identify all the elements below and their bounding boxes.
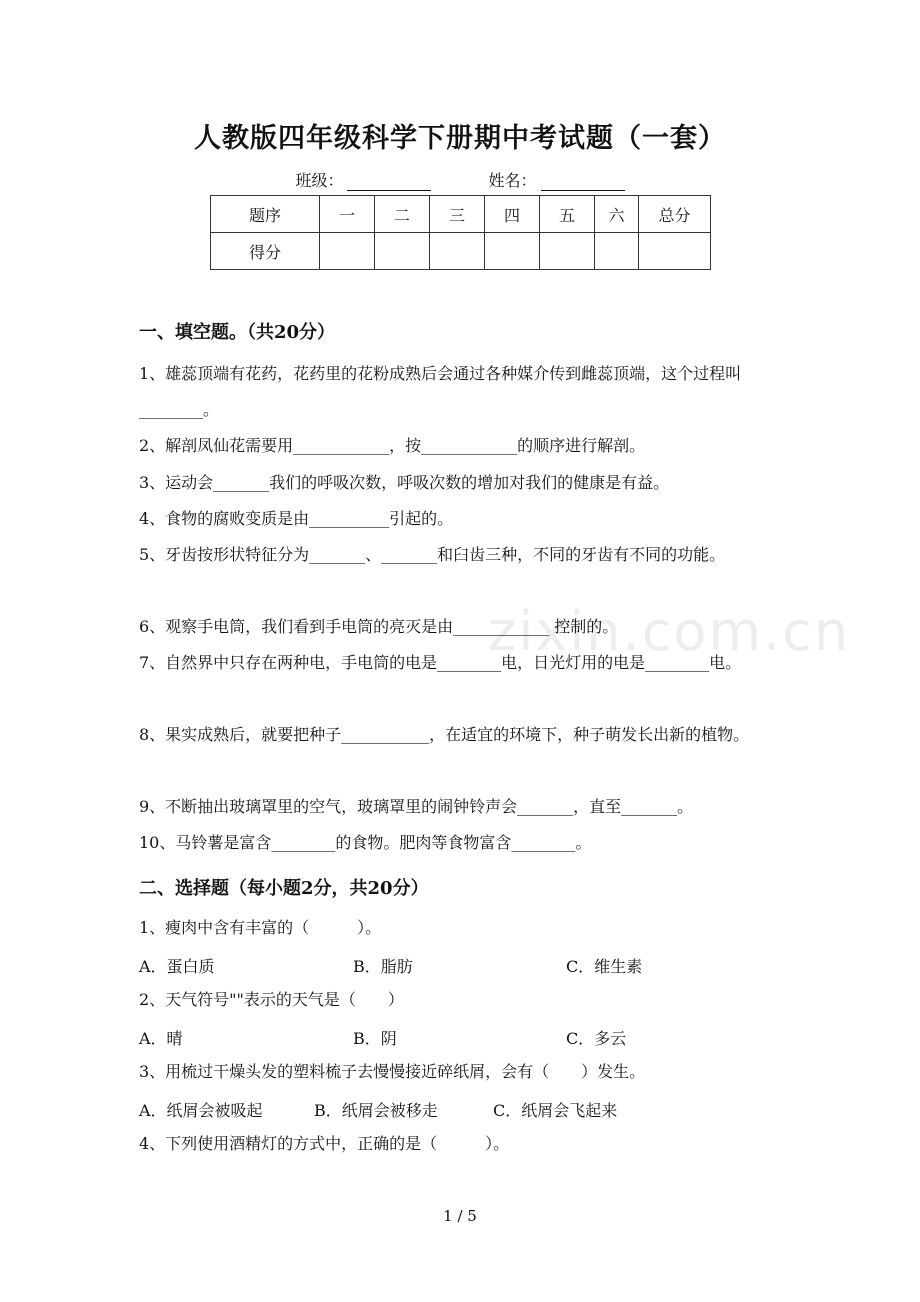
class-blank[interactable] <box>347 174 431 191</box>
fill-question: 7、自然界中只存在两种电，手电筒的电是________电，日光灯用的电是________电。 <box>139 653 742 672</box>
choice-option[interactable]: A．晴 <box>139 1029 183 1048</box>
choice-option[interactable]: C．纸屑会飞起来 <box>493 1101 618 1120</box>
fill-question: 6、观察手电筒，我们看到手电筒的亮灭是由____________ 控制的。 <box>139 617 619 636</box>
choice-question-stem: 3、用梳过干燥头发的塑料梳子去慢慢接近碎纸屑，会有（ ）发生。 <box>139 1062 646 1081</box>
choice-option[interactable]: C．维生素 <box>566 957 643 976</box>
fill-question: 3、运动会_______我们的呼吸次数，呼吸次数的增加对我们的健康是有益。 <box>139 473 670 492</box>
fill-question: 1、雄蕊顶端有花药，花药里的花粉成熟后会通过各种媒介传到雌蕊顶端，这个过程叫________。 <box>139 364 742 419</box>
score-cell[interactable] <box>375 233 430 270</box>
fill-question: 9、不断抽出玻璃罩里的空气，玻璃罩里的闹钟铃声会_______，直至_______。 <box>139 797 694 816</box>
score-cell[interactable] <box>430 233 485 270</box>
choice-option[interactable]: B．阴 <box>353 1029 397 1048</box>
page-title: 人教版四年级科学下册期中考试题（一套） <box>194 123 726 154</box>
name-label: 姓名： <box>488 171 537 190</box>
section2-heading: 二、选择题（每小题2分，共20分） <box>139 878 429 899</box>
score-table-score-row <box>211 233 711 270</box>
score-cell[interactable] <box>485 233 540 270</box>
choice-option[interactable]: B．脂肪 <box>353 957 413 976</box>
score-header-cell: 五 <box>540 196 595 233</box>
choice-option[interactable]: B．纸屑会被移走 <box>314 1101 438 1120</box>
score-row-label: 得分 <box>211 233 320 270</box>
fill-question: 2、解剖凤仙花需要用____________，按____________的顺序进行解剖。 <box>139 436 646 455</box>
score-table-header-row <box>211 196 711 233</box>
score-header-cell: 题序 <box>211 196 320 233</box>
score-header-cell: 总分 <box>639 196 711 233</box>
fill-question: 10、马铃薯是富含________的食物。肥肉等食物富含________。 <box>139 833 592 852</box>
watermark: zixin.com.cn <box>488 600 851 663</box>
score-header-cell: 一 <box>320 196 375 233</box>
score-header-cell: 二 <box>375 196 430 233</box>
choice-option[interactable]: A．蛋白质 <box>139 957 215 976</box>
fill-question: 8、果实成熟后，就要把种子___________，在适宜的环境下，种子萌发长出新的植物。 <box>139 725 750 744</box>
name-blank[interactable] <box>541 174 625 191</box>
class-field <box>295 168 431 191</box>
score-cell[interactable] <box>540 233 595 270</box>
score-cell[interactable] <box>595 233 639 270</box>
score-header-cell: 三 <box>430 196 485 233</box>
fill-question: 4、食物的腐败变质是由__________引起的。 <box>139 509 454 528</box>
fill-question: 5、牙齿按形状特征分为_______、_______和臼齿三种，不同的牙齿有不同的功能。 <box>139 545 726 564</box>
name-field <box>489 168 625 191</box>
choice-question-stem: 4、下列使用酒精灯的方式中，正确的是（ ）。 <box>139 1134 510 1153</box>
choice-option[interactable]: C．多云 <box>566 1029 627 1048</box>
score-table <box>210 195 711 270</box>
choice-question-stem: 2、天气符号""表示的天气是（ ） <box>139 990 404 1009</box>
page-number: 1 / 5 <box>443 1207 477 1225</box>
score-cell[interactable] <box>639 233 711 270</box>
choice-question-stem: 1、瘦肉中含有丰富的（ ）。 <box>139 918 382 937</box>
score-cell[interactable] <box>320 233 375 270</box>
choice-option[interactable]: A．纸屑会被吸起 <box>139 1101 263 1120</box>
score-header-cell: 四 <box>485 196 540 233</box>
student-info <box>0 168 920 191</box>
class-label: 班级： <box>295 171 344 190</box>
score-header-cell: 六 <box>595 196 639 233</box>
section1-heading: 一、填空题。（共20分） <box>139 322 336 343</box>
